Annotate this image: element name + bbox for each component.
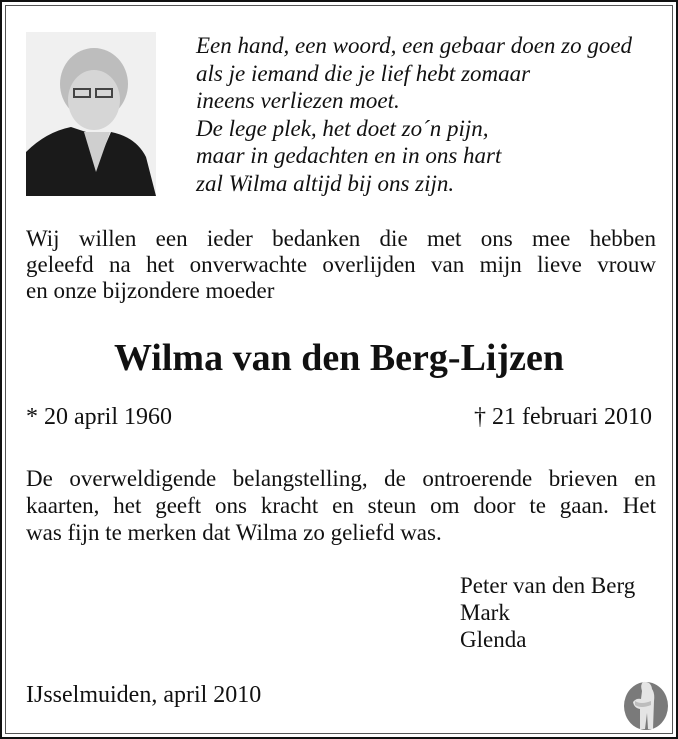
poem-line: zal Wilma altijd bij ons zijn. [196, 170, 455, 196]
thanks-paragraph [26, 465, 656, 546]
poem [196, 32, 666, 197]
poem-line: ineens verliezen moet. [196, 88, 400, 113]
signer: Mark [460, 600, 510, 625]
signer: Peter van den Berg [460, 573, 636, 598]
signer: Glenda [460, 627, 527, 652]
deceased-name: Wilma van den Berg-Lijzen [113, 337, 564, 379]
intro-line: geleefd na het onverwachte overlijden van mijn lieve vrouw [26, 252, 656, 277]
birth-date: * 20 april 1960 [26, 404, 172, 430]
poem-line: als je iemand die je lief hebt zomaar [196, 60, 531, 86]
portrait-image [26, 32, 156, 196]
poem-line: maar in gedachten en in ons hart [196, 143, 502, 168]
intro-paragraph [26, 226, 656, 304]
intro-line: en onze bijzondere moeder [26, 278, 275, 303]
thanks-line: was fijn te merken dat Wilma zo geliefd was. [26, 520, 442, 545]
intro-line: Wij willen een ieder bedanken die met ons mee hebben [26, 226, 656, 251]
death-date: † 21 februari 2010 [474, 404, 652, 430]
poem-line: De lege plek, het doet zo´n pijn, [196, 115, 489, 141]
thanks-line: kaarten, het geeft ons kracht en steun om door te gaan. Het [26, 493, 656, 518]
embracing-figures-logo-icon [621, 679, 671, 731]
portrait-photo [26, 32, 156, 196]
poem-line: Een hand, een woord, een gebaar doen zo goed [196, 33, 633, 58]
place-date: IJsselmuiden, april 2010 [26, 682, 262, 708]
thanks-line: De overweldigende belangstelling, de ontroerende brieven en [26, 466, 656, 491]
signers [460, 572, 635, 653]
